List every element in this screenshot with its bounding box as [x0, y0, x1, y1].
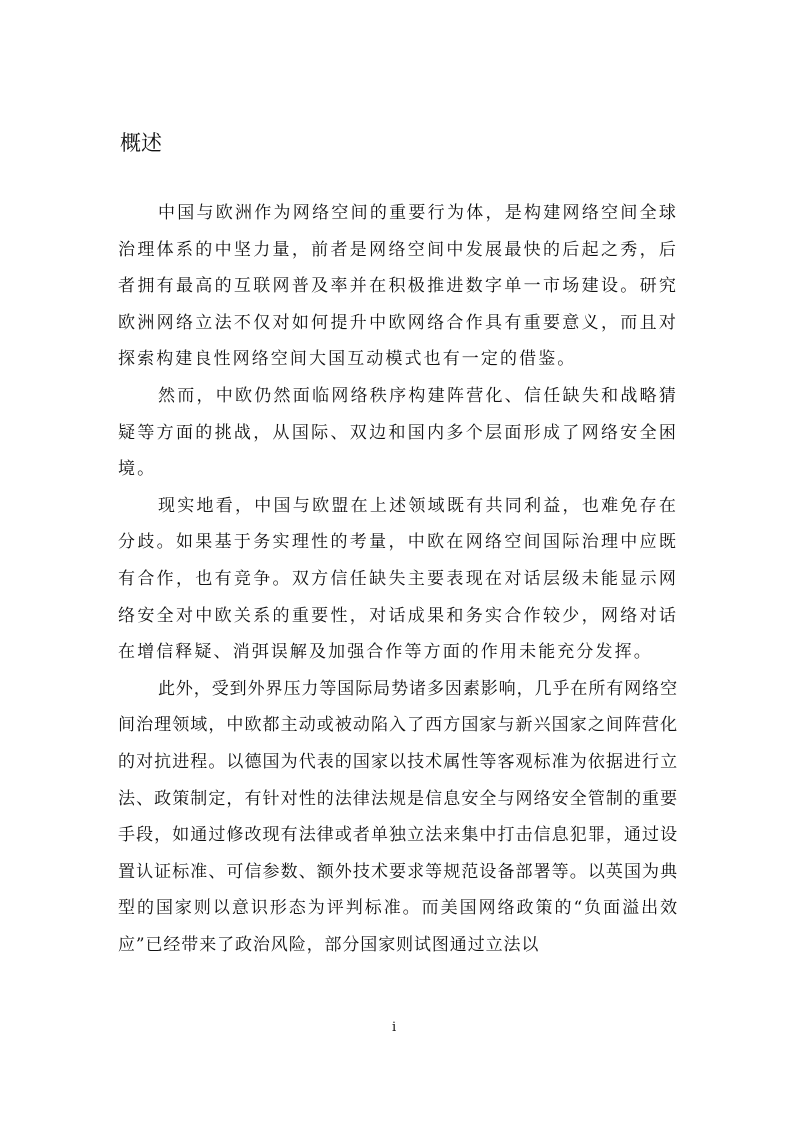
- paragraph-1: 中国与欧洲作为网络空间的重要行为体，是构建网络空间全球治理体系的中坚力量，前者是网络空间中发展最快的后起之秀，后者拥有最高的互联网普及率并在积极推进数字单一市场建设。研究欧洲网络立法不仅对如何提升中欧网络合作具有重要意义，而且对探索构建良性网络空间大国互动模式也有一定的借鉴。: [118, 203, 678, 370]
- body-text: [118, 195, 678, 963]
- paragraph-4: 此外，受到外界压力等国际局势诸多因素影响，几乎在所有网络空间治理领域，中欧都主动或被动陷入了西方国家与新兴国家之间阵营化的对抗进程。以德国为代表的国家以技术属性等客观标准为依据进行立法、政策制定，有针对性的法律法规是信息安全与网络安全管制的重要手段，如通过修改现有法律或者单独立法来集中打击信息犯罪，通过设置认证标准、可信参数、额外技术要求等规范设备部署等。以英国为典型的国家则以意识形态为评判标准。而美国网络政策的“负面溢出效应”已经带来了政治风险，部分国家则试图通过立法以: [118, 678, 678, 955]
- paragraph-3: 现实地看，中国与欧盟在上述领域既有共同利益，也难免存在分歧。如果基于务实理性的考量，中欧在网络空间国际治理中应既有合作，也有竞争。双方信任缺失主要表现在对话层级未能显示网络安全对中欧关系的重要性，对话成果和务实合作较少，网络对话在增信释疑、消弭误解及加强合作等方面的作用未能充分发挥。: [118, 495, 678, 663]
- section-heading: 概述: [120, 131, 162, 155]
- page-number: i: [392, 1020, 397, 1035]
- paragraph-2: 然而，中欧仍然面临网络秩序构建阵营化、信任缺失和战略猜疑等方面的挑战，从国际、双边和国内多个层面形成了网络安全困境。: [118, 385, 678, 480]
